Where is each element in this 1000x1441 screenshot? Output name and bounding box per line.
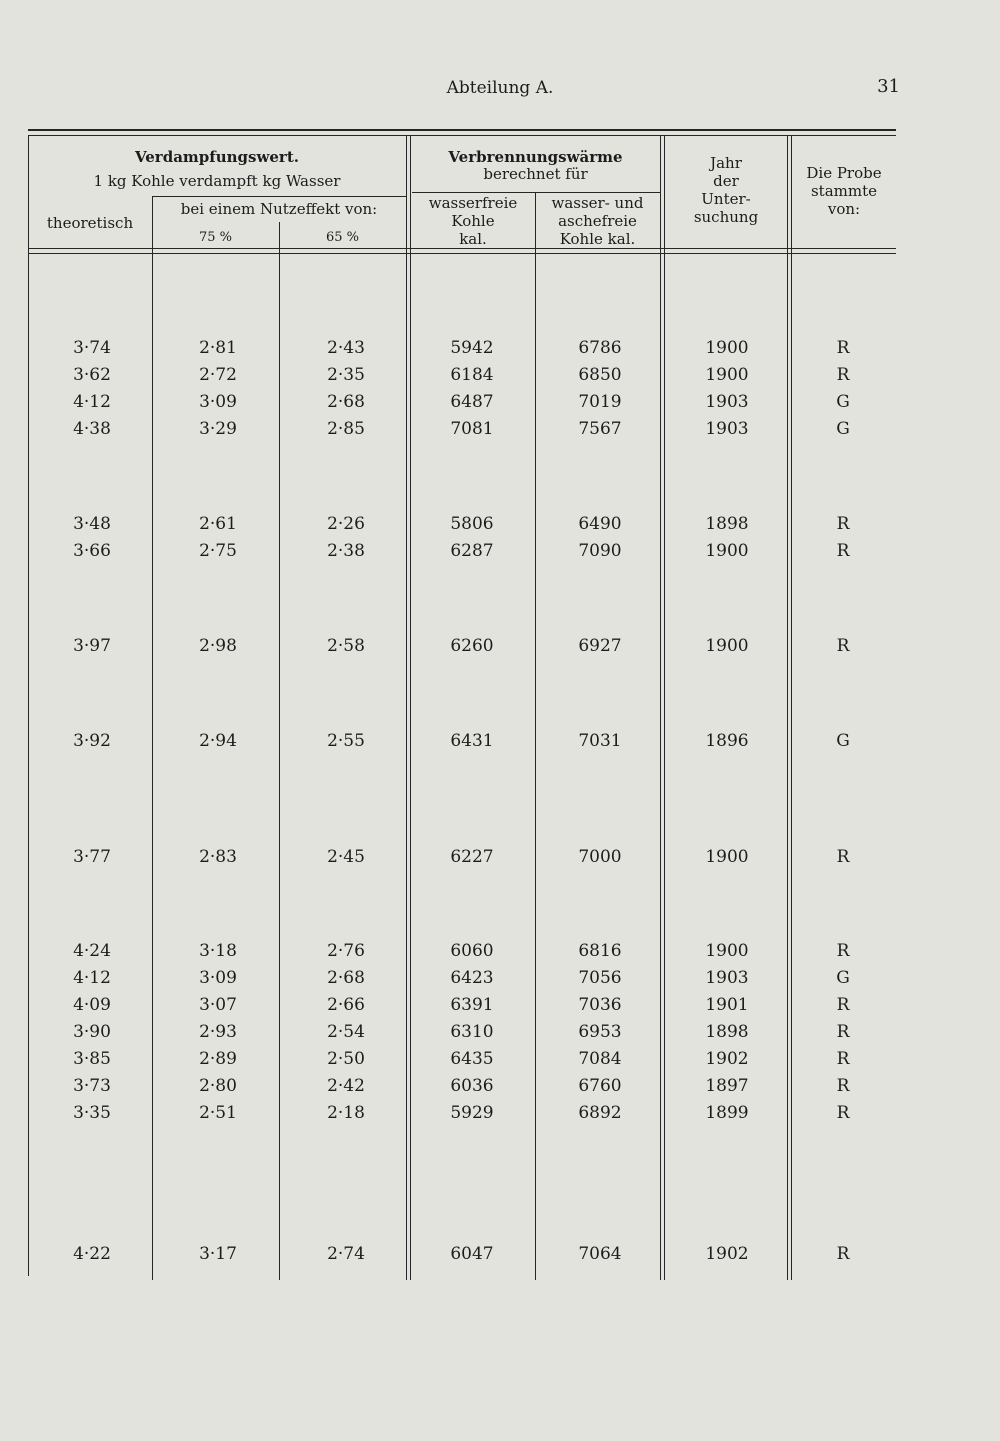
cell-jahr: 1900: [705, 941, 749, 961]
cell-jahr: 1898: [705, 514, 749, 534]
cell-theoretisch: 4·12: [73, 968, 111, 988]
cell-nutzeffekt-65: 2·66: [327, 995, 365, 1015]
cell-probe: G: [836, 392, 850, 412]
cell-jahr: 1899: [705, 1103, 749, 1123]
cell-nutzeffekt-65: 2·54: [327, 1022, 365, 1042]
cell-probe: R: [836, 338, 850, 358]
cell-wasserfreie: 5929: [450, 1103, 494, 1123]
header-aschefreie-line1: wasser- und: [551, 194, 644, 212]
header-rule: [28, 248, 896, 249]
cell-jahr: 1900: [705, 847, 749, 867]
col-divider-5: [660, 136, 665, 1280]
cell-theoretisch: 3·90: [73, 1022, 111, 1042]
header-probe: [792, 164, 896, 218]
header-jahr-line3: Unter-: [701, 190, 751, 208]
cell-theoretisch: 3·73: [73, 1076, 111, 1096]
cell-probe: R: [836, 1244, 850, 1264]
cell-nutzeffekt-75: 3·09: [199, 968, 237, 988]
cell-nutzeffekt-75: 3·17: [199, 1244, 237, 1264]
cell-aschefreie: 6816: [578, 941, 622, 961]
cell-probe: G: [836, 731, 850, 751]
cell-probe: R: [836, 514, 850, 534]
cell-aschefreie: 7019: [578, 392, 622, 412]
cell-aschefreie: 6760: [578, 1076, 622, 1096]
cell-probe: R: [836, 1049, 850, 1069]
col-border-left: [28, 136, 29, 1276]
cell-theoretisch: 4·22: [73, 1244, 111, 1264]
cell-nutzeffekt-65: 2·18: [327, 1103, 365, 1123]
col-divider-3: [406, 136, 411, 1280]
cell-jahr: 1903: [705, 419, 749, 439]
header-rule-thin: [28, 253, 896, 254]
cell-nutzeffekt-75: 2·75: [199, 541, 237, 561]
cell-jahr: 1900: [705, 338, 749, 358]
header-75: 75 %: [198, 230, 233, 245]
cell-wasserfreie: 6391: [450, 995, 494, 1015]
cell-jahr: 1900: [705, 541, 749, 561]
page-number: 31: [877, 76, 900, 97]
header-65: 65 %: [325, 230, 360, 245]
cell-nutzeffekt-65: 2·35: [327, 365, 365, 385]
cell-theoretisch: 4·12: [73, 392, 111, 412]
cell-wasserfreie: 6047: [450, 1244, 494, 1264]
cell-theoretisch: 3·92: [73, 731, 111, 751]
header-aschefreie-line2: aschefreie: [558, 212, 637, 230]
cell-jahr: 1901: [705, 995, 749, 1015]
cell-wasserfreie: 7081: [450, 419, 494, 439]
cell-aschefreie: 7031: [578, 731, 622, 751]
cell-jahr: 1897: [705, 1076, 749, 1096]
cell-nutzeffekt-65: 2·26: [327, 514, 365, 534]
cell-theoretisch: 4·24: [73, 941, 111, 961]
cell-nutzeffekt-75: 2·72: [199, 365, 237, 385]
cell-nutzeffekt-65: 2·45: [327, 847, 365, 867]
header-jahr-line2: der: [713, 172, 739, 190]
cell-aschefreie: 7090: [578, 541, 622, 561]
cell-theoretisch: 3·66: [73, 541, 111, 561]
cell-probe: R: [836, 1103, 850, 1123]
header-wasserfreie-line2: Kohle: [451, 212, 495, 230]
cell-wasserfreie: 6435: [450, 1049, 494, 1069]
cell-nutzeffekt-75: 3·18: [199, 941, 237, 961]
cell-nutzeffekt-65: 2·38: [327, 541, 365, 561]
cell-wasserfreie: 6310: [450, 1022, 494, 1042]
cell-theoretisch: 3·97: [73, 636, 111, 656]
header-nutzeffekt: bei einem Nutzeffekt von:: [180, 200, 378, 218]
cell-aschefreie: 7036: [578, 995, 622, 1015]
header-probe-line1: Die Probe: [806, 164, 882, 182]
cell-jahr: 1903: [705, 392, 749, 412]
cell-wasserfreie: 5806: [450, 514, 494, 534]
col-divider-6: [787, 136, 792, 1280]
cell-aschefreie: 6892: [578, 1103, 622, 1123]
header-theoretisch: theoretisch: [46, 214, 134, 232]
cell-probe: R: [836, 365, 850, 385]
cell-probe: R: [836, 941, 850, 961]
group1-title: Verdampfungswert.: [135, 148, 299, 166]
header-wasserfreie-line1: wasserfreie: [428, 194, 518, 212]
cell-wasserfreie: 5942: [450, 338, 494, 358]
cell-theoretisch: 3·74: [73, 338, 111, 358]
subgroup-rule-left: [152, 196, 406, 197]
header-jahr-line4: suchung: [693, 208, 759, 226]
cell-nutzeffekt-65: 2·85: [327, 419, 365, 439]
cell-nutzeffekt-75: 2·80: [199, 1076, 237, 1096]
header-jahr: [665, 154, 787, 226]
group2-subtitle: berechnet für: [483, 165, 588, 183]
cell-jahr: 1896: [705, 731, 749, 751]
cell-nutzeffekt-75: 2·83: [199, 847, 237, 867]
group1-subtitle: 1 kg Kohle verdampft kg Wasser: [93, 172, 341, 190]
cell-nutzeffekt-75: 2·93: [199, 1022, 237, 1042]
cell-aschefreie: 7056: [578, 968, 622, 988]
cell-theoretisch: 3·35: [73, 1103, 111, 1123]
header-probe-line2: stammte: [810, 182, 878, 200]
cell-nutzeffekt-75: 3·07: [199, 995, 237, 1015]
cell-wasserfreie: 6431: [450, 731, 494, 751]
cell-probe: R: [836, 1022, 850, 1042]
cell-wasserfreie: 6487: [450, 392, 494, 412]
cell-probe: G: [836, 968, 850, 988]
col-divider-4: [535, 192, 536, 1280]
header-aschefreie-line3: Kohle kal.: [559, 230, 636, 248]
cell-theoretisch: 3·85: [73, 1049, 111, 1069]
cell-nutzeffekt-75: 2·98: [199, 636, 237, 656]
cell-probe: R: [836, 1076, 850, 1096]
cell-aschefreie: 7084: [578, 1049, 622, 1069]
cell-probe: R: [836, 541, 850, 561]
header-wasserfreie: [411, 194, 535, 248]
top-rule-thin: [28, 135, 896, 136]
cell-aschefreie: 6786: [578, 338, 622, 358]
cell-aschefreie: 6927: [578, 636, 622, 656]
group2-title: Verbrennungswärme: [448, 148, 623, 166]
cell-wasserfreie: 6287: [450, 541, 494, 561]
top-rule: [28, 129, 896, 131]
cell-nutzeffekt-65: 2·58: [327, 636, 365, 656]
cell-nutzeffekt-75: 2·89: [199, 1049, 237, 1069]
cell-nutzeffekt-75: 3·29: [199, 419, 237, 439]
cell-nutzeffekt-75: 2·61: [199, 514, 237, 534]
cell-jahr: 1902: [705, 1049, 749, 1069]
cell-jahr: 1900: [705, 365, 749, 385]
cell-aschefreie: 7064: [578, 1244, 622, 1264]
cell-theoretisch: 3·48: [73, 514, 111, 534]
header-jahr-line1: Jahr: [710, 154, 742, 172]
cell-aschefreie: 6850: [578, 365, 622, 385]
cell-theoretisch: 4·09: [73, 995, 111, 1015]
cell-nutzeffekt-65: 2·42: [327, 1076, 365, 1096]
cell-jahr: 1898: [705, 1022, 749, 1042]
cell-wasserfreie: 6184: [450, 365, 494, 385]
header-aschefreie: [535, 194, 660, 248]
cell-wasserfreie: 6423: [450, 968, 494, 988]
col-divider-1: [152, 196, 153, 1280]
cell-nutzeffekt-65: 2·43: [327, 338, 365, 358]
cell-aschefreie: 6953: [578, 1022, 622, 1042]
cell-wasserfreie: 6227: [450, 847, 494, 867]
cell-aschefreie: 7567: [578, 419, 622, 439]
cell-nutzeffekt-65: 2·74: [327, 1244, 365, 1264]
cell-theoretisch: 3·77: [73, 847, 111, 867]
cell-nutzeffekt-65: 2·68: [327, 968, 365, 988]
cell-probe: R: [836, 995, 850, 1015]
cell-theoretisch: 4·38: [73, 419, 111, 439]
cell-wasserfreie: 6260: [450, 636, 494, 656]
cell-probe: G: [836, 419, 850, 439]
col-divider-2: [279, 222, 280, 1280]
cell-nutzeffekt-65: 2·55: [327, 731, 365, 751]
cell-jahr: 1902: [705, 1244, 749, 1264]
header-probe-line3: von:: [827, 200, 861, 218]
cell-probe: R: [836, 636, 850, 656]
cell-nutzeffekt-65: 2·50: [327, 1049, 365, 1069]
cell-nutzeffekt-75: 2·94: [199, 731, 237, 751]
cell-nutzeffekt-75: 3·09: [199, 392, 237, 412]
cell-nutzeffekt-65: 2·76: [327, 941, 365, 961]
cell-aschefreie: 7000: [578, 847, 622, 867]
cell-jahr: 1900: [705, 636, 749, 656]
cell-theoretisch: 3·62: [73, 365, 111, 385]
cell-probe: R: [836, 847, 850, 867]
cell-aschefreie: 6490: [578, 514, 622, 534]
cell-nutzeffekt-75: 2·81: [199, 338, 237, 358]
cell-wasserfreie: 6036: [450, 1076, 494, 1096]
page-header-title: Abteilung A.: [446, 78, 554, 98]
header-wasserfreie-line3: kal.: [459, 230, 487, 248]
cell-wasserfreie: 6060: [450, 941, 494, 961]
cell-nutzeffekt-65: 2·68: [327, 392, 365, 412]
cell-nutzeffekt-75: 2·51: [199, 1103, 237, 1123]
cell-jahr: 1903: [705, 968, 749, 988]
